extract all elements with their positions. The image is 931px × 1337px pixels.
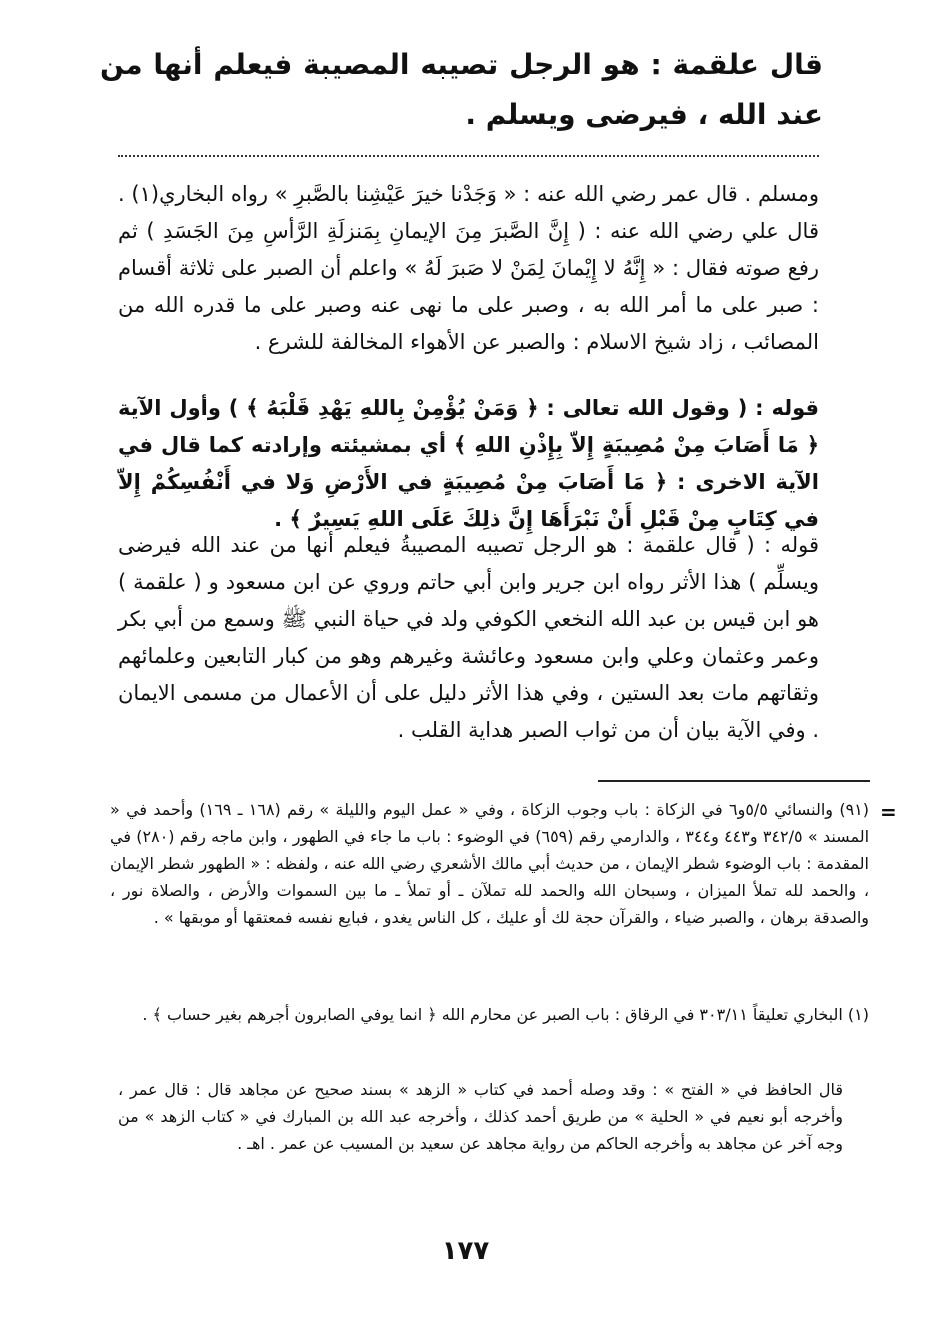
footnote-91: (٩١) والنسائي ٥/٥و٦ في الزكاة : باب وجوب الزكاة ، وفي « عمل اليوم والليلة » رقم (١٦٨ ـ ١٦٩) وأحمد في « المسند » ٣٤٢/٥ و٤٤٣ و٣٤٤ ، والدارمي رقم (٦٥٩) في الوضوء : باب ما جاء في الطهور ، وابن ماجه رقم (٢٨٠) في المقدمة : باب الوضوء شطر الإيمان ، من حديث أبي مالك الأشعري رضي الله عنه ، ولفظه : « الطهور شطر الإيمان ، والحمد لله تملأ الميزان ، وسبحان الله والحمد لله تملآن ـ أو تملأ ـ ما بين السموات والأرض ، والصلاة نور ، والصدقة برهان ، والصبر ضياء ، والقرآن حجة لك أو عليك ، كل الناس يغدو ، فبايع نفسه فمعتقها أو موبقها » . (110, 800, 870, 927)
dotted-separator (118, 155, 819, 157)
footnote-rule (598, 780, 870, 782)
page-number: ١٧٧ (441, 1236, 490, 1266)
page-header-quote: قال علقمة : هو الرجل تصيبه المصيبة فيعلم أنها من عند الله ، فيرضى ويسلم . (100, 48, 823, 131)
body-paragraph-verse: قوله : ( وقول الله تعالى : ﴿ وَمَنْ يُؤْمِنْ بِاللهِ يَهْدِ قَلْبَهُ ﴾ ) وأول الآية ﴿ مَا أَصَابَ مِنْ مُصِيبَةٍ إِلاّ بِإِذْنِ اللهِ ﴾ أي بمشيئته وإرادته كما قال في الآية الاخرى : ﴿ مَا أَصَابَ مِنْ مُصِيبَةٍ في الأَرْضِ وَلا في أَنْفُسِكُمْ إِلاّ في كِتَابٍ مِنْ قَبْلِ أَنْ نَبْرَأَهَا إِنَّ ذلِكَ عَلَى اللهِ يَسِيرٌ ﴾ . (118, 396, 819, 531)
footnote-1: (١) البخاري تعليقاً ٣٠٣/١١ في الرقاق : باب الصبر عن محارم الله ﴿ انما يوفي الصابرون أجرهم بغير حساب ﴾ . (142, 1005, 869, 1024)
body-paragraph: ومسلم . قال عمر رضي الله عنه : « وَجَدْنا خيرَ عَيْشِنا بالصَّبرِ » رواه البخاري(١) . قال علي رضي الله عنه : ( إِنَّ الصَّبرَ مِنَ الإيمانِ بِمَنزلَةِ الرَّأسِ مِنَ الجَسَدِ ) ثم رفع صوته فقال : « إِنَّهُ لا إِيْمانَ لِمَنْ لا صَبرَ لَهُ » واعلم أن الصبر على ثلاثة أقسام : صبر على ما أمر الله به ، وصبر على ما نهى عنه وصبر على ما قدره الله من المصائب ، زاد شيخ الاسلام : والصبر عن الأهواء المخالفة للشرع . (118, 182, 819, 354)
footnote-continuation-marker: = (880, 800, 897, 824)
editor-note: قال الحافظ في « الفتح » : وقد وصله أحمد في كتاب « الزهد » بسند صحيح عن مجاهد قال : قال عمر ، وأخرجه أبو نعيم في « الحلية » من طريق أحمد كذلك ، وأخرجه عبد الله بن المبارك في « كتاب الزهد » من وجه آخر عن مجاهد به وأخرجه الحاكم من رواية مجاهد عن سعيد بن المسيب عن عمر . اهـ . (118, 1080, 843, 1153)
body-paragraph: قوله : ( قال علقمة : هو الرجل تصيبه المصيبةُ فيعلم أنها من عند الله فيرضى ويسلِّم ) هذا الأثر رواه ابن جرير وابن أبي حاتم وروي عن ابن مسعود و ( علقمة ) هو ابن قيس بن عبد الله النخعي الكوفي ولد في حياة النبي ﷺ وسمع من أبي بكر وعمر وعثمان وعلي وابن مسعود وعائشة وغيرهم وهو من كبار التابعين وعلمائهم وثقاتهم مات بعد الستين ، وفي هذا الأثر دليل على أن الأعمال من مسمى الايمان . وفي الآية بيان أن من ثواب الصبر هداية القلب . (118, 533, 819, 742)
